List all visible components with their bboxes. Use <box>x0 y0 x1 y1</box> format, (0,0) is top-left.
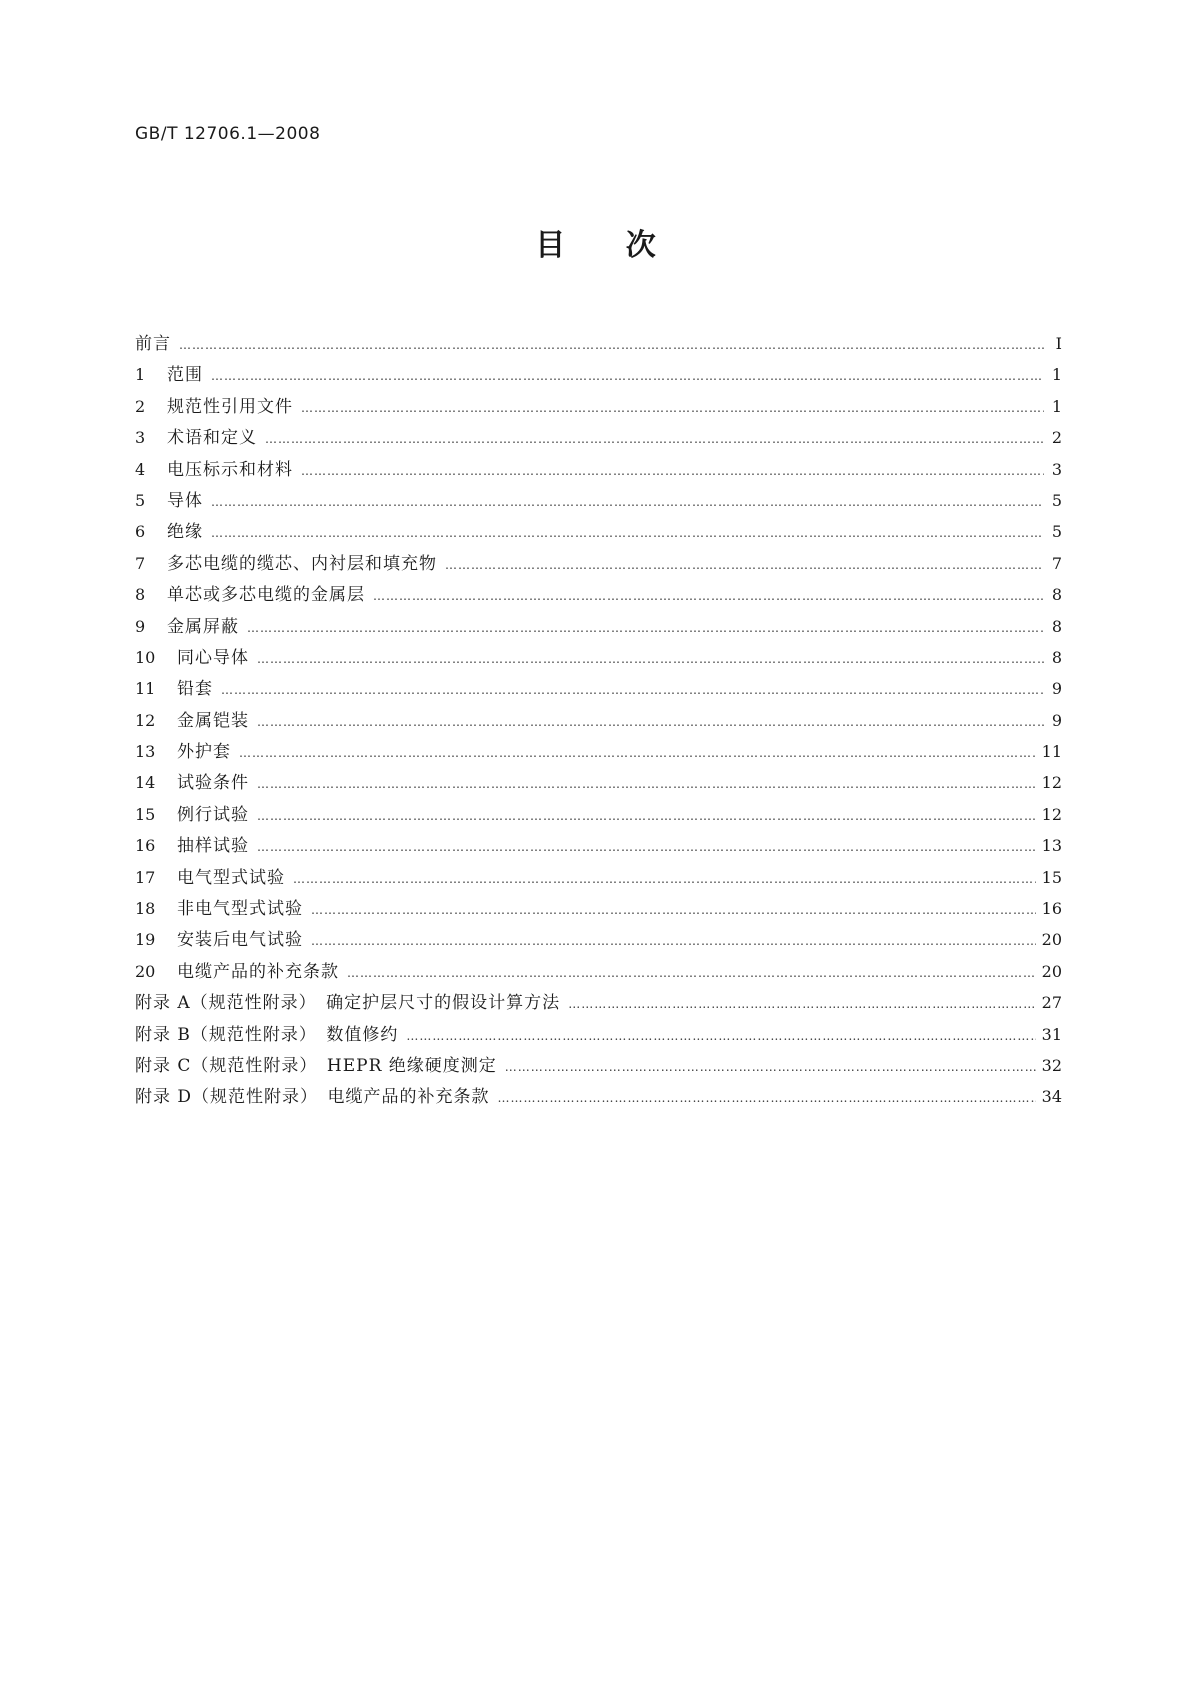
toc-entry-number: 19 <box>135 930 156 950</box>
toc-entry-label: 金属铠装 <box>177 710 249 731</box>
toc-leader-dots <box>265 424 1044 455</box>
toc-leader-dots <box>568 989 1035 1020</box>
toc-entry[interactable] <box>135 485 1062 516</box>
toc-entry-label: 附录 D（规范性附录） 电缆产品的补充条款 <box>135 1087 490 1108</box>
toc-entry-page: 11 <box>1041 742 1062 762</box>
toc-entry[interactable] <box>135 579 1062 610</box>
toc-entry-page: 27 <box>1041 993 1062 1013</box>
toc-entry[interactable] <box>135 359 1062 390</box>
toc-entry-page: 34 <box>1041 1087 1062 1107</box>
toc-entry-page: 7 <box>1051 553 1062 573</box>
toc-entry[interactable] <box>135 673 1062 704</box>
toc-leader-dots <box>445 550 1044 581</box>
toc-entry-number: 9 <box>135 616 146 636</box>
toc-leader-dots <box>221 675 1044 706</box>
toc-entry-label: 铅套 <box>177 679 213 700</box>
toc-entry-number: 20 <box>135 961 156 981</box>
toc-entry-page: 9 <box>1051 710 1062 730</box>
toc-entry-number: 6 <box>135 522 146 542</box>
toc-entry-page: 2 <box>1051 428 1062 448</box>
toc-entry-page: 13 <box>1041 836 1062 856</box>
toc-leader-dots <box>406 1021 1035 1052</box>
toc-leader-dots <box>311 926 1036 957</box>
toc-entry-number: 10 <box>135 647 156 667</box>
toc-entry-label: 附录 B（规范性附录） 数值修约 <box>135 1024 399 1045</box>
toc-entry[interactable] <box>135 548 1062 579</box>
toc-entry-page: 12 <box>1041 804 1062 824</box>
toc-entry-page: 12 <box>1041 773 1062 793</box>
toc-leader-dots <box>505 1052 1036 1083</box>
toc-entry-label: 规范性引用文件 <box>167 396 293 417</box>
toc-leader-dots <box>257 769 1036 800</box>
toc-entry[interactable] <box>135 1019 1062 1050</box>
toc-entry-page: 5 <box>1051 522 1062 542</box>
toc-entry[interactable] <box>135 924 1062 955</box>
toc-entry[interactable] <box>135 1081 1062 1112</box>
toc-entry-label: 附录 A（规范性附录） 确定护层尺寸的假设计算方法 <box>135 993 561 1014</box>
toc-entry-number: 11 <box>135 679 156 699</box>
toc-entry[interactable] <box>135 611 1062 642</box>
toc-entry-label: 电缆产品的补充条款 <box>177 961 339 982</box>
standard-number: GB/T 12706.1—2008 <box>135 124 321 144</box>
toc-entry-number: 15 <box>135 804 156 824</box>
toc-leader-dots <box>211 361 1044 392</box>
toc-entry-label: 前言 <box>135 334 171 354</box>
toc-entry-number: 4 <box>135 459 146 479</box>
toc-entry-number: 18 <box>135 899 156 919</box>
toc-leader-dots <box>373 581 1044 612</box>
toc-entry[interactable] <box>135 516 1062 547</box>
toc-entry-page: Ⅰ <box>1055 334 1062 353</box>
toc-entry-number: 14 <box>135 773 156 793</box>
toc-entry-number: 8 <box>135 585 146 605</box>
toc-entry-number: 5 <box>135 490 146 510</box>
toc-entry[interactable] <box>135 1050 1062 1081</box>
toc-leader-dots <box>257 801 1036 832</box>
toc-entry-number: 2 <box>135 396 146 416</box>
toc-entry[interactable] <box>135 956 1062 987</box>
toc-entry-page: 20 <box>1041 930 1062 950</box>
toc-entry[interactable] <box>135 799 1062 830</box>
toc-entry-page: 31 <box>1041 1024 1062 1044</box>
toc-leader-dots <box>257 832 1036 863</box>
toc-entry[interactable] <box>135 987 1062 1018</box>
toc-entry-label: 附录 C（规范性附录） HEPR 绝缘硬度测定 <box>135 1055 497 1076</box>
toc-entry-page: 15 <box>1041 867 1062 887</box>
toc-entry-number: 3 <box>135 428 146 448</box>
toc-entry-page: 9 <box>1051 679 1062 699</box>
toc-entry-label: 同心导体 <box>177 647 249 668</box>
toc-leader-dots <box>211 518 1044 549</box>
toc-entry-label: 多芯电缆的缆芯、内衬层和填充物 <box>167 553 437 574</box>
toc-leader-dots <box>247 613 1044 644</box>
toc-entry-label: 绝缘 <box>167 522 203 543</box>
toc-leader-dots <box>311 895 1036 926</box>
toc-entry[interactable] <box>135 893 1062 924</box>
toc-entry[interactable] <box>135 454 1062 485</box>
toc-leader-dots <box>257 707 1044 738</box>
toc-leader-dots <box>498 1083 1036 1114</box>
toc-entry-page: 1 <box>1051 365 1062 385</box>
toc-entry-label: 单芯或多芯电缆的金属层 <box>167 585 365 606</box>
toc-entry-page: 20 <box>1041 961 1062 981</box>
toc-entry-page: 8 <box>1051 585 1062 605</box>
toc-entry-page: 8 <box>1051 616 1062 636</box>
toc-entry[interactable] <box>135 830 1062 861</box>
toc-entry-label: 非电气型式试验 <box>177 899 303 920</box>
toc-entry[interactable] <box>135 767 1062 798</box>
toc-entry-label: 试验条件 <box>177 773 249 794</box>
toc-entry-label: 术语和定义 <box>167 428 257 449</box>
toc-entry-label: 导体 <box>167 490 203 511</box>
toc-entry[interactable] <box>135 736 1062 767</box>
toc-leader-dots <box>257 644 1044 675</box>
toc-entry-page: 8 <box>1051 647 1062 667</box>
toc-entry-label: 安装后电气试验 <box>177 930 303 951</box>
table-of-contents <box>135 328 1062 1113</box>
toc-entry-label: 外护套 <box>177 742 231 763</box>
toc-entry-label: 电压标示和材料 <box>167 459 293 480</box>
toc-entry[interactable] <box>135 642 1062 673</box>
toc-entry-number: 13 <box>135 742 156 762</box>
toc-entry-page: 32 <box>1041 1055 1062 1075</box>
toc-entry-label: 电气型式试验 <box>177 867 285 888</box>
toc-entry-page: 3 <box>1051 459 1062 479</box>
toc-leader-dots <box>211 487 1044 518</box>
toc-entry-number: 7 <box>135 553 146 573</box>
toc-entry[interactable] <box>135 391 1062 422</box>
toc-entry-page: 5 <box>1051 490 1062 510</box>
toc-leader-dots <box>293 864 1036 895</box>
toc-leader-dots <box>239 738 1036 769</box>
toc-entry-page: 16 <box>1041 899 1062 919</box>
toc-entry-number: 17 <box>135 867 156 887</box>
toc-entry[interactable] <box>135 705 1062 736</box>
toc-entry-label: 抽样试验 <box>177 836 249 857</box>
toc-entry-page: 1 <box>1051 396 1062 416</box>
toc-entry[interactable] <box>135 422 1062 453</box>
toc-leader-dots <box>301 456 1044 487</box>
toc-leader-dots <box>347 958 1036 989</box>
toc-entry[interactable] <box>135 328 1062 359</box>
toc-leader-dots <box>179 330 1044 361</box>
page-title: 目 次 <box>535 228 656 263</box>
toc-entry-number: 12 <box>135 710 156 730</box>
toc-entry-number: 1 <box>135 365 146 385</box>
toc-entry-number: 16 <box>135 836 156 856</box>
toc-entry[interactable] <box>135 862 1062 893</box>
toc-entry-label: 例行试验 <box>177 804 249 825</box>
toc-leader-dots <box>301 393 1044 424</box>
toc-entry-label: 范围 <box>167 365 203 386</box>
toc-entry-label: 金属屏蔽 <box>167 616 239 637</box>
